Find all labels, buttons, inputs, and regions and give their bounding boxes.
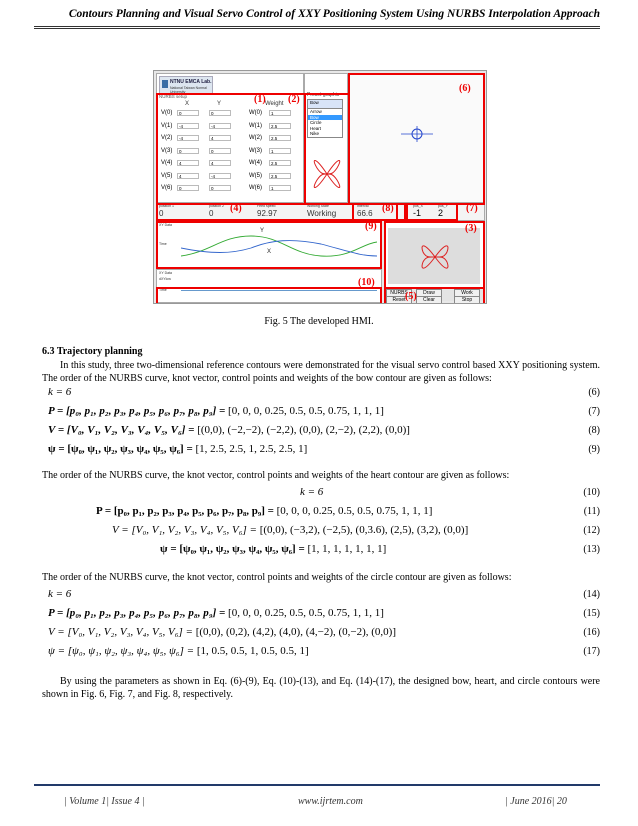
annotation-box-7 xyxy=(406,203,458,221)
v-x-field-1[interactable]: -4 xyxy=(177,123,199,129)
v-y-field-3[interactable]: 0 xyxy=(209,148,231,154)
eq-num-10: (10) xyxy=(583,487,600,498)
v-label-0: V(0) xyxy=(161,110,173,116)
col-x-header: X xyxy=(185,101,190,107)
label-3: (3) xyxy=(465,223,477,234)
w-label-0: W(0) xyxy=(249,110,262,116)
interval-label: Interval xyxy=(357,204,369,208)
annotation-box-8 xyxy=(352,203,406,221)
preset-option-2[interactable]: Circle xyxy=(310,120,322,125)
label-6: (6) xyxy=(459,83,471,94)
w-field-5[interactable]: 2.5 xyxy=(269,173,291,179)
xy-plot-title: XY Data xyxy=(159,223,172,227)
eq-num-9: (9) xyxy=(588,444,600,455)
w-field-3[interactable]: 1 xyxy=(269,148,291,154)
lab-logo xyxy=(159,76,213,94)
eq-num-6: (6) xyxy=(588,387,600,398)
eq-13-lhs: ψ = [ψ₀, ψ₁, ψ₂, ψ₃, ψ₄, ψ₅, ψ₆] = xyxy=(160,543,308,555)
v-label-6: V(6) xyxy=(161,185,173,191)
eq-num-17: (17) xyxy=(583,646,600,657)
hmi-screenshot xyxy=(153,70,487,304)
eq-num-8: (8) xyxy=(588,425,600,436)
pos-x-value: -1 xyxy=(413,208,422,218)
preset-label: Preset graphic xyxy=(307,92,340,98)
paragraph-3: The order of the NURBS curve, the knot vector, control points and weights of the circle contour are given as follows: xyxy=(42,572,512,583)
v-y-field-5[interactable]: -4 xyxy=(209,173,231,179)
pos-x-label: pos_X xyxy=(413,204,423,208)
w-field-2[interactable]: 2.5 xyxy=(269,135,291,141)
work-button[interactable]: Work xyxy=(454,289,480,297)
v-x-field-3[interactable]: 0 xyxy=(177,148,199,154)
paragraph-2: The order of the NURBS curve, the knot vector, control points and weights of the heart contour are given as follows: xyxy=(42,470,510,481)
annotation-box-2 xyxy=(304,93,350,205)
label-8: (8) xyxy=(382,203,394,214)
v-x-field-5[interactable]: 4 xyxy=(177,173,199,179)
xy-plot-axis: Time xyxy=(159,242,167,246)
draw-button[interactable]: Draw xyxy=(416,289,442,297)
speed-label: Feed speed xyxy=(257,204,276,208)
v-label-4: V(4) xyxy=(161,160,173,166)
error-plot-title: XY Data xyxy=(159,271,172,275)
w-label-5: W(5) xyxy=(249,172,262,179)
eq-8-rhs: [(0,0), (−2,−2), (−2,2), (0,0), (2,−2), (2,2), (0,0)] xyxy=(197,424,410,436)
preset-option-4[interactable]: Nike xyxy=(310,131,320,136)
error-plot-axis: Time xyxy=(159,288,167,292)
lab-title: NTNU EMCA Lab. xyxy=(170,79,212,85)
eq-11-lhs: P = [p₀, p₁, p₂, p₃, p₄, p₅, p₆, p₇, p₈, p₉] = xyxy=(96,505,277,517)
pos-y-value: 2 xyxy=(438,208,444,218)
eq-14: k = 6 xyxy=(48,588,72,600)
eq-6: k = 6 xyxy=(48,386,72,398)
eq-7-lhs: P = [p₀, p₁, p₂, p₃, p₄, p₅, p₆, p₇, p₈, p₉] = xyxy=(48,405,229,417)
eq-9 xyxy=(48,443,307,455)
paragraph-4: By using the parameters as shown in Eq. (6)-(9), Eq. (10)-(13), and Eq. (14)-(17), the designed bow, heart, and circle contours were shown in Fig. 6, Fig. 7, and Fig. 8, respectively. xyxy=(42,676,600,700)
pos2-value: 0 xyxy=(209,209,214,218)
eq-17 xyxy=(48,645,309,657)
label-10: (10) xyxy=(358,277,375,288)
pos1-value: 0 xyxy=(159,209,164,218)
v-x-field-2[interactable]: -4 xyxy=(177,135,199,141)
v-y-field-0[interactable]: 0 xyxy=(209,110,231,116)
header-rule xyxy=(34,26,600,27)
eq-12-rhs: [(0,0), (−3,2), (−2,5), (0,3.6), (2,5), (3,2), (0,0)] xyxy=(259,524,469,536)
header-rule-2 xyxy=(34,28,600,29)
eq-8 xyxy=(48,424,410,436)
eq-13 xyxy=(160,543,386,555)
eq-16-lhs: V = [V₀, V₁, V₂, V₃, V₄, V₅, V₆] = xyxy=(48,626,196,638)
w-label-1: W(1) xyxy=(249,122,262,129)
eq-num-14: (14) xyxy=(583,589,600,600)
eq-num-11: (11) xyxy=(583,506,600,517)
lab-logo-icon xyxy=(162,80,168,88)
eq-15-rhs: [0, 0, 0, 0.25, 0.5, 0.5, 0.75, 1, 1, 1] xyxy=(228,607,384,619)
eq-12 xyxy=(112,524,468,536)
footer-volume: | Volume 1| Issue 4 | xyxy=(64,796,145,807)
annotation-box-5 xyxy=(384,287,485,304)
label-4: (4) xyxy=(230,203,242,214)
eq-num-12: (12) xyxy=(583,525,600,536)
clear-button[interactable]: Clear xyxy=(416,296,442,304)
footer-rule xyxy=(34,784,600,786)
eq-num-7: (7) xyxy=(588,406,600,417)
v-x-field-4[interactable]: 4 xyxy=(177,160,199,166)
label-5: (5) xyxy=(405,291,417,302)
w-label-3: W(3) xyxy=(249,147,262,154)
figure-caption: Fig. 5 The developed HMI. xyxy=(264,316,374,327)
tab-nurbs-setup[interactable]: NURBS setup xyxy=(159,94,188,99)
eq-16 xyxy=(48,626,396,638)
paragraph-1: In this study, three two-dimensional reference contours were demonstrated for the visual servo control based XXY positioning system. The order of the NURBS curve, knot vector, control points and weights of the bow contour are given as follows: xyxy=(42,360,600,384)
col-y-header: Y xyxy=(217,101,222,107)
w-label-4: W(4) xyxy=(249,160,262,166)
eq-num-16: (16) xyxy=(583,627,600,638)
eq-num-13: (13) xyxy=(583,544,600,555)
v-x-field-0[interactable]: 0 xyxy=(177,110,199,116)
annotation-box-9 xyxy=(156,221,382,269)
eq-15-lhs: P = [p₀, p₁, p₂, p₃, p₄, p₅, p₆, p₇, p₈, p₉] = xyxy=(48,607,229,619)
preset-option-3[interactable]: Heart xyxy=(310,125,322,131)
w-field-0[interactable]: 1 xyxy=(269,110,291,116)
eq-17-rhs: [1, 0.5, 0.5, 1, 0.5, 0.5, 1] xyxy=(196,645,309,657)
w-field-1[interactable]: 2.5 xyxy=(269,123,291,129)
eq-8-lhs: V = [V₀, V₁, V₂, V₃, V₄, V₅, V₆] = xyxy=(48,424,198,436)
eq-16-rhs: [(0,0), (0,2), (4,2), (4,0), (4,−2), (0,−2), (0,0)] xyxy=(195,626,397,638)
state-label: Working State xyxy=(307,204,329,208)
label-2: (2) xyxy=(288,94,300,105)
eq-7 xyxy=(48,405,384,417)
eq-15 xyxy=(48,607,384,619)
v-label-5: V(5) xyxy=(161,172,173,179)
eq-11-rhs: [0, 0, 0, 0.25, 0.5, 0.5, 0.75, 1, 1, 1] xyxy=(276,505,433,517)
label-7: (7) xyxy=(466,203,478,214)
eq-17-lhs: ψ = [ψ₀, ψ₁, ψ₂, ψ₃, ψ₄, ψ₅, ψ₆] = xyxy=(48,645,197,657)
preset-option-0[interactable]: Arrow xyxy=(310,109,322,114)
col-weight-header: Weight xyxy=(265,101,284,107)
eq-13-rhs: [1, 1, 1, 1, 1, 1, 1] xyxy=(307,543,387,555)
annotation-box-10 xyxy=(156,287,382,304)
v-y-field-4[interactable]: 4 xyxy=(209,160,231,166)
eq-12-lhs: V = [V₀, V₁, V₂, V₃, V₄, V₅, V₆] = xyxy=(112,524,260,536)
pos1-label: position 1 xyxy=(159,204,174,208)
error-plot-sub: dXYlow xyxy=(159,277,171,281)
footer-date: | June 2016| 20 xyxy=(505,796,567,807)
y-series-label: Y xyxy=(260,228,265,234)
w-field-4[interactable]: 2.5 xyxy=(269,160,291,166)
w-label-2: W(2) xyxy=(249,135,262,141)
speed-value: 92.97 xyxy=(257,209,278,218)
x-series-label: X xyxy=(267,249,272,255)
interval-value: 66.6 xyxy=(357,209,373,218)
eq-num-15: (15) xyxy=(583,608,600,619)
preset-option-1[interactable]: Bow xyxy=(308,115,342,121)
preset-selected: Bow xyxy=(310,100,319,105)
eq-9-rhs: [1, 2.5, 2.5, 1, 2.5, 2.5, 1] xyxy=(195,443,308,455)
annotation-box-1 xyxy=(156,93,306,205)
eq-11 xyxy=(96,505,432,517)
v-y-field-6[interactable]: 0 xyxy=(209,185,231,191)
nurbs-button[interactable]: NURBS xyxy=(386,289,412,297)
state-value: Working xyxy=(307,209,337,218)
w-field-6[interactable]: 1 xyxy=(269,185,291,191)
eq-7-rhs: [0, 0, 0, 0.25, 0.5, 0.5, 0.75, 1, 1, 1] xyxy=(228,405,384,417)
label-1: (1) xyxy=(254,94,266,105)
eq-9-lhs: ψ = [ψ₀, ψ₁, ψ₂, ψ₃, ψ₄, ψ₅, ψ₆] = xyxy=(48,443,196,455)
v-y-field-1[interactable]: -4 xyxy=(209,123,231,129)
section-heading: 6.3 Trajectory planning xyxy=(42,346,143,357)
stop-button[interactable]: Stop xyxy=(454,296,480,304)
v-label-1: V(1) xyxy=(161,122,173,129)
footer-site[interactable]: www.ijrtem.com xyxy=(298,796,363,807)
pos2-label: position 2 xyxy=(209,204,224,208)
label-9: (9) xyxy=(365,221,377,232)
lab-subtitle: National Taiwan Normal University xyxy=(170,86,207,94)
eq-10: k = 6 xyxy=(300,486,324,498)
w-label-6: W(6) xyxy=(249,185,262,191)
v-x-field-6[interactable]: 0 xyxy=(177,185,199,191)
v-y-field-2[interactable]: 4 xyxy=(209,135,231,141)
v-label-2: V(2) xyxy=(161,135,173,141)
running-header: Contours Planning and Visual Servo Control of XXY Positioning System Using NURBS Interpolation Approach xyxy=(68,8,600,20)
v-label-3: V(3) xyxy=(161,147,173,154)
pos-y-label: pos_Y xyxy=(438,204,448,208)
reset-button[interactable]: Reset xyxy=(386,296,412,304)
